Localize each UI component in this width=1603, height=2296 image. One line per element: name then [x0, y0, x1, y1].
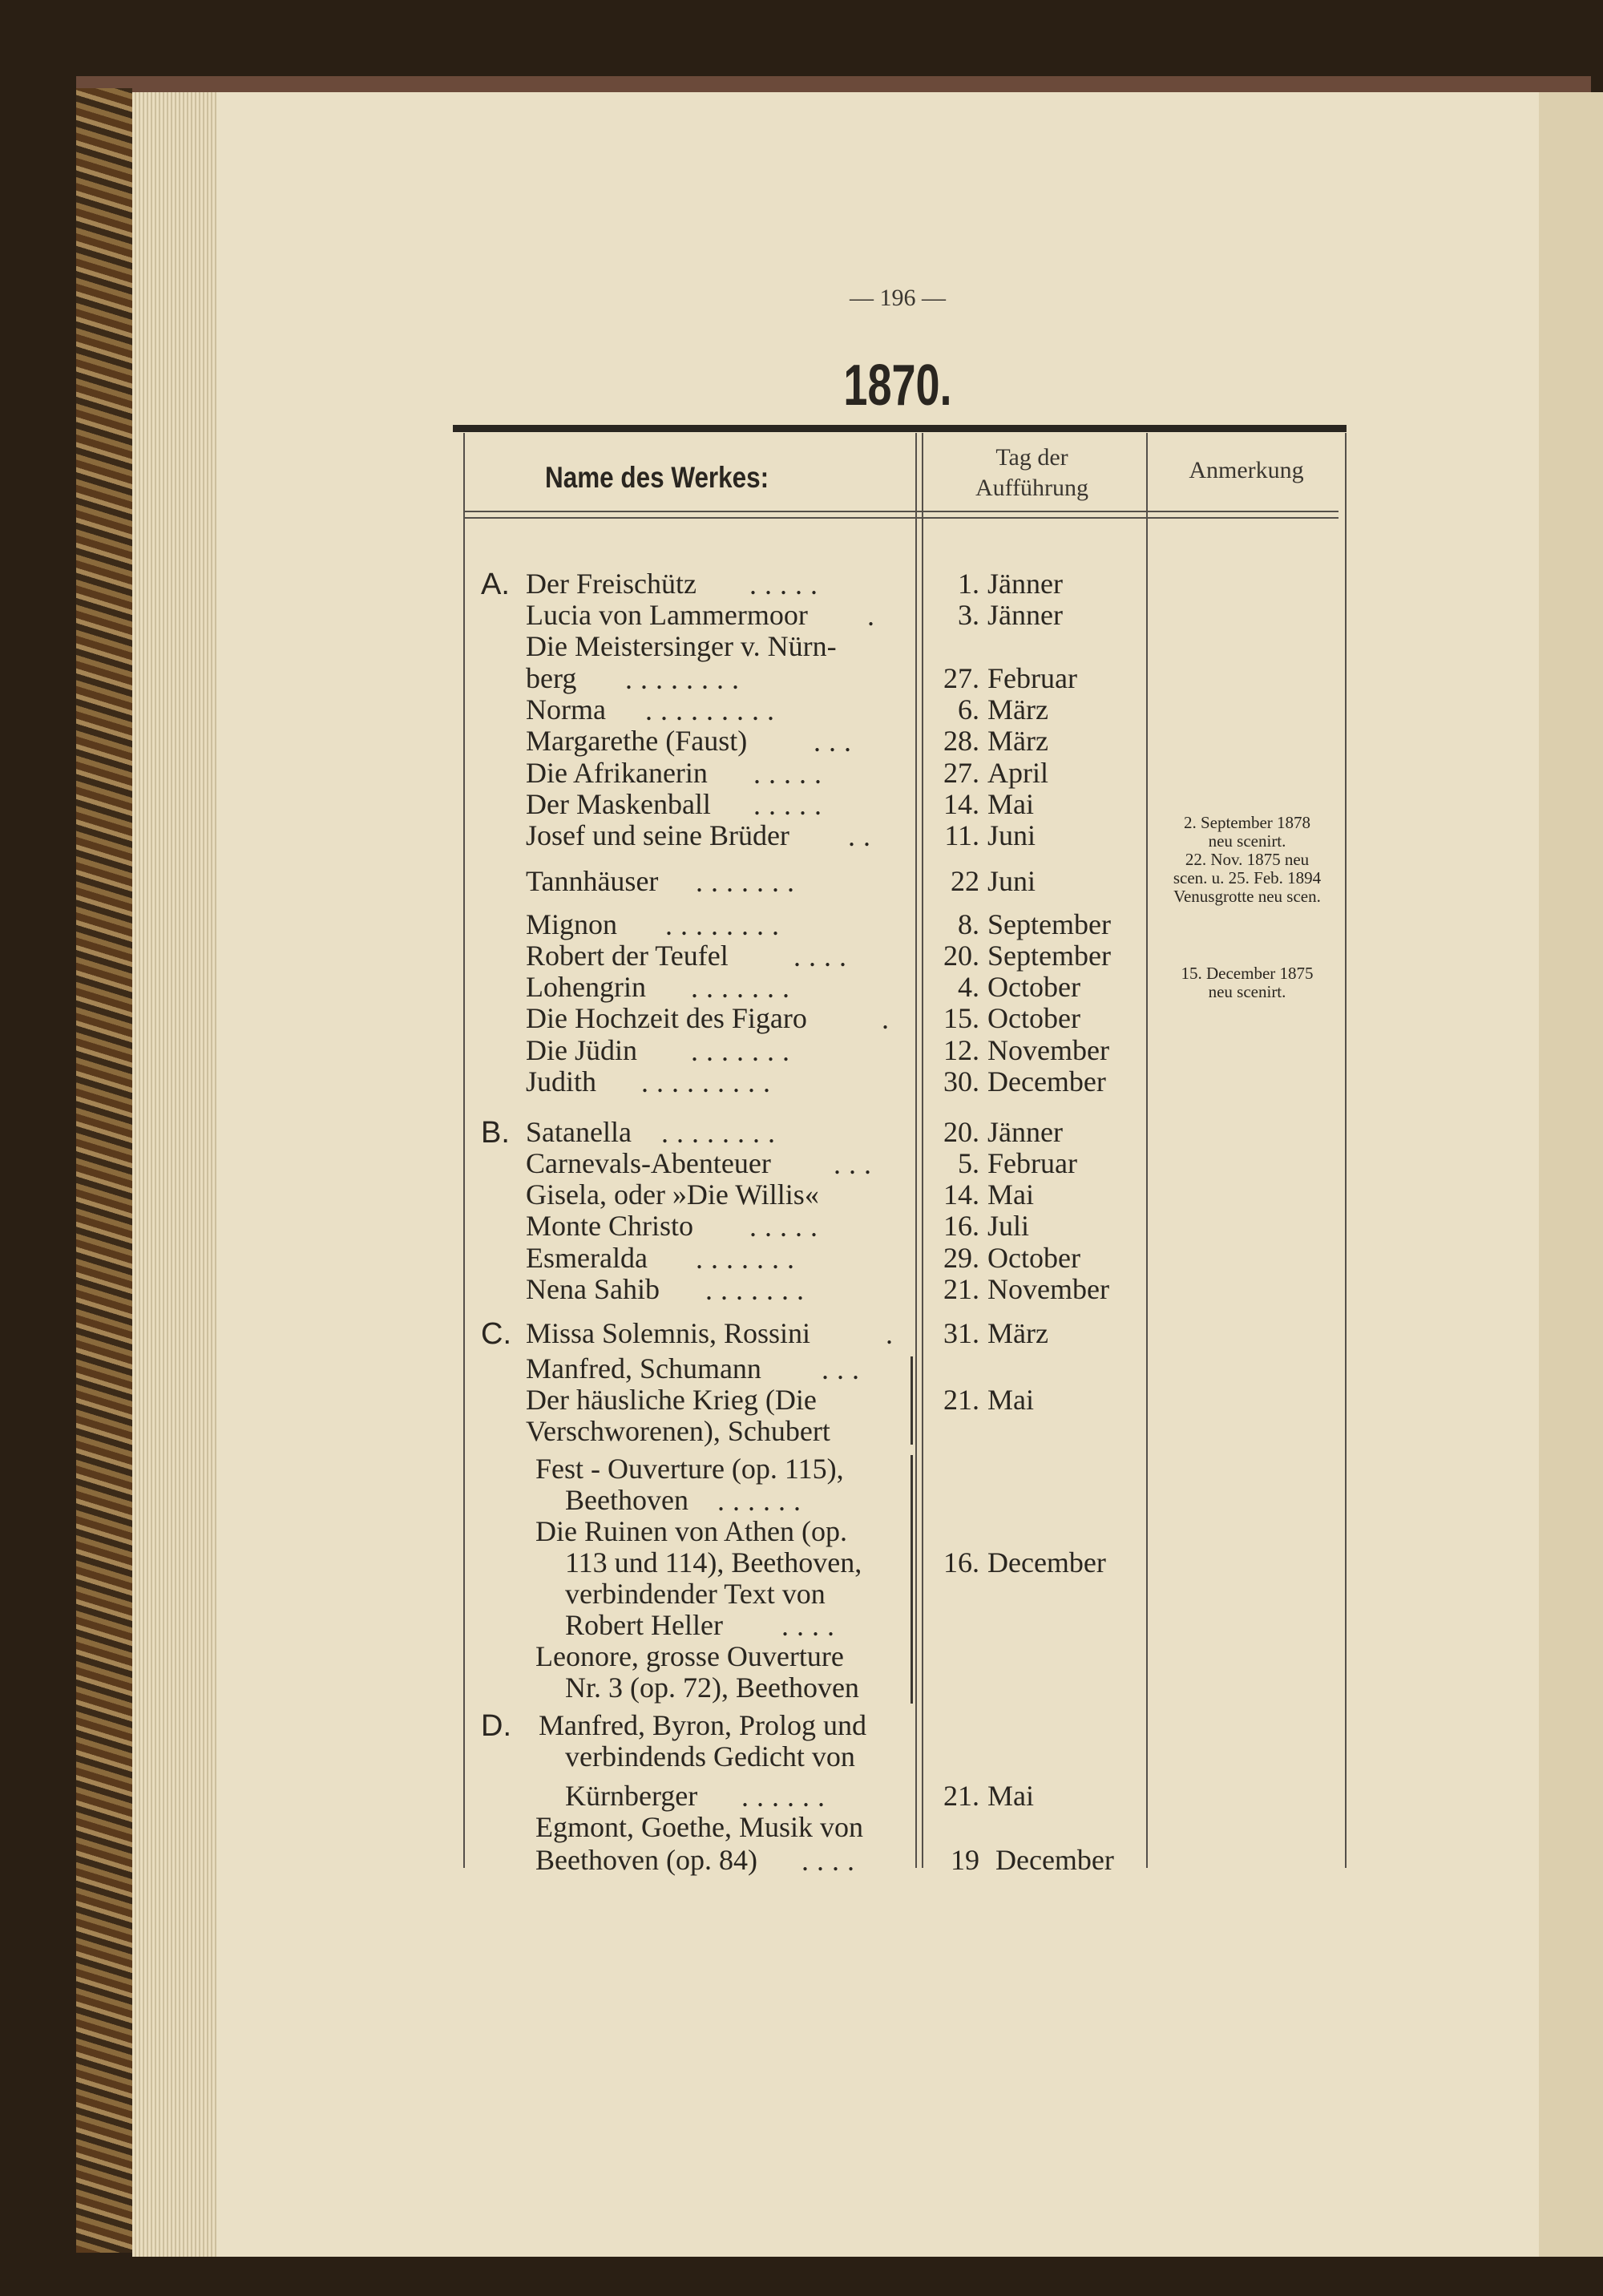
month: Jänner	[987, 1116, 1063, 1148]
month: Mai	[987, 1780, 1034, 1812]
month: October	[987, 1242, 1080, 1274]
remark-note	[1148, 814, 1347, 906]
day: 14.	[943, 788, 979, 820]
remark-note	[1148, 964, 1347, 1001]
month: September	[987, 940, 1111, 972]
day: 22	[951, 865, 979, 897]
month: Juli	[987, 1210, 1030, 1242]
month: Februar	[987, 1147, 1077, 1179]
column-divider	[1345, 433, 1347, 1868]
day: 20.	[943, 1116, 979, 1148]
column-divider	[463, 433, 465, 1868]
page-title: 1870.	[843, 354, 952, 418]
leader-dots: ......	[741, 1781, 833, 1813]
work-name: Judith	[526, 1065, 597, 1097]
header-date-line2: Aufführung	[975, 475, 1089, 501]
remark-line: scen. u. 25. Feb. 1894	[1173, 868, 1322, 887]
header-rule	[465, 511, 1339, 512]
work-name: Monte Christo	[526, 1210, 694, 1242]
work-name: berg	[526, 662, 577, 694]
month: März	[987, 1317, 1048, 1349]
month: April	[987, 757, 1048, 789]
work-name: Missa Solemnis, Rossini	[526, 1317, 811, 1349]
day: 31.	[943, 1317, 979, 1349]
page-edges	[132, 92, 220, 2257]
work-name: verbindender Text von	[565, 1578, 826, 1610]
work-name: Nena Sahib	[526, 1273, 660, 1305]
work-name: Lucia von Lammermoor	[526, 599, 808, 631]
section-label: A.	[481, 568, 510, 601]
work-name: Lohengrin	[526, 971, 646, 1003]
remark-line: 22. Nov. 1875 neu	[1185, 850, 1310, 869]
work-name: Die Ruinen von Athen (op.	[535, 1515, 847, 1547]
leader-dots: ....	[781, 1610, 842, 1642]
day: 12.	[943, 1034, 979, 1066]
work-name: Fest - Ouverture (op. 115),	[535, 1453, 844, 1485]
day: 27.	[943, 757, 979, 789]
grouping-brace	[911, 1455, 913, 1704]
day: 11.	[944, 819, 979, 851]
work-name: Robert der Teufel	[526, 940, 729, 972]
month: October	[987, 971, 1080, 1003]
leader-dots: ........	[625, 663, 747, 695]
month: November	[987, 1034, 1109, 1066]
leader-dots: ...	[834, 1148, 879, 1180]
header-date-line1: Tag der	[995, 444, 1068, 471]
month: December	[987, 1065, 1106, 1097]
leader-dots: ...	[822, 1353, 867, 1385]
work-name: Norma	[526, 693, 606, 726]
section-label: B.	[481, 1116, 510, 1150]
header-remark: Anmerkung	[1189, 457, 1304, 483]
remark-line: 2. September 1878	[1183, 813, 1311, 832]
work-name: Satanella	[526, 1116, 632, 1148]
work-name: Nr. 3 (op. 72), Beethoven	[565, 1671, 859, 1704]
leader-dots: ....	[802, 1845, 862, 1877]
month: Februar	[987, 662, 1077, 694]
day: 8.	[958, 908, 979, 940]
work-name: Der Freischütz	[526, 568, 697, 600]
grouping-brace	[911, 1356, 913, 1445]
header-name: Name des Werkes:	[545, 461, 769, 494]
month: Jänner	[987, 599, 1063, 631]
leader-dots: .....	[753, 758, 830, 790]
day: 21.	[943, 1384, 979, 1416]
month: März	[987, 725, 1048, 757]
month: Mai	[987, 1384, 1034, 1416]
leader-dots: .	[867, 600, 882, 632]
month: Mai	[987, 1178, 1034, 1211]
month: October	[987, 1002, 1080, 1034]
day: 6.	[958, 693, 979, 726]
leader-dots: .........	[645, 694, 782, 726]
day: 21.	[943, 1780, 979, 1812]
work-name: Margarethe (Faust)	[526, 725, 748, 757]
work-name: Verschworenen), Schubert	[526, 1415, 830, 1447]
leader-dots: ........	[665, 909, 787, 941]
header-rule	[465, 517, 1339, 519]
leader-dots: ......	[717, 1485, 809, 1517]
day: 1.	[958, 568, 979, 600]
day: 21.	[943, 1273, 979, 1305]
work-name: Gisela, oder »Die Willis«	[526, 1178, 819, 1211]
work-name: Robert Heller	[565, 1609, 723, 1641]
month: December	[995, 1844, 1114, 1876]
remark-line: neu scenirt.	[1208, 831, 1286, 851]
header-date	[922, 443, 1142, 503]
day: 3.	[958, 599, 979, 631]
leader-dots: .......	[696, 1243, 802, 1275]
leader-dots: ...	[814, 726, 859, 758]
leader-dots: ..	[848, 820, 878, 852]
day: 19	[951, 1844, 979, 1876]
column-divider	[1146, 433, 1148, 1868]
leader-dots: .........	[641, 1066, 778, 1098]
month: November	[987, 1273, 1109, 1305]
work-name: verbindends Gedicht von	[565, 1740, 855, 1773]
remark-line: neu scenirt.	[1208, 982, 1286, 1001]
column-divider	[915, 433, 917, 1868]
month: März	[987, 693, 1048, 726]
leader-dots: ........	[661, 1117, 783, 1149]
leader-dots: .....	[753, 789, 830, 821]
work-name: Die Afrikanerin	[526, 757, 708, 789]
work-name: Die Jüdin	[526, 1034, 637, 1066]
day: 27.	[943, 662, 979, 694]
work-name: Die Hochzeit des Figaro	[526, 1002, 807, 1034]
leader-dots: .	[882, 1003, 897, 1035]
leader-dots: .......	[696, 866, 802, 898]
day: 16.	[943, 1546, 979, 1578]
month: Jänner	[987, 568, 1063, 600]
work-name: Der Maskenball	[526, 788, 711, 820]
work-name: Der häusliche Krieg (Die	[526, 1384, 817, 1416]
remark-line: Venusgrotte neu scen.	[1173, 887, 1321, 906]
work-name: Egmont, Goethe, Musik von	[535, 1811, 863, 1843]
day: 5.	[958, 1147, 979, 1179]
work-name: Mignon	[526, 908, 618, 940]
month: September	[987, 908, 1111, 940]
month: Mai	[987, 788, 1034, 820]
page-number: — 196 —	[850, 285, 946, 311]
work-name: Beethoven	[565, 1484, 688, 1516]
leader-dots: ....	[793, 940, 854, 972]
day: 4.	[958, 971, 979, 1003]
leader-dots: .......	[705, 1274, 812, 1306]
table-top-rule	[453, 425, 1347, 432]
facing-page-edge	[1539, 92, 1603, 2257]
work-name: Die Meistersinger v. Nürn-	[526, 630, 837, 662]
work-name: Kürnberger	[565, 1780, 698, 1812]
leader-dots: .	[886, 1318, 901, 1350]
day: 14.	[943, 1178, 979, 1211]
work-name: 113 und 114), Beethoven,	[565, 1546, 862, 1578]
month: December	[987, 1546, 1106, 1578]
day: 30.	[943, 1065, 979, 1097]
work-name: Manfred, Schumann	[526, 1352, 761, 1384]
leader-dots: .......	[691, 972, 797, 1004]
day: 15.	[943, 1002, 979, 1034]
leader-dots: .....	[749, 1211, 826, 1243]
month: Juni	[987, 819, 1036, 851]
work-name: Josef und seine Brüder	[526, 819, 789, 851]
section-label: C.	[481, 1317, 511, 1351]
work-name: Esmeralda	[526, 1242, 648, 1274]
leader-dots: .......	[691, 1035, 797, 1067]
column-divider	[922, 433, 923, 1868]
day: 20.	[943, 940, 979, 972]
day: 16.	[943, 1210, 979, 1242]
work-name: Tannhäuser	[526, 865, 659, 897]
marbled-cover	[76, 88, 132, 2253]
work-name: Leonore, grosse Ouverture	[535, 1640, 844, 1672]
section-label: D.	[481, 1709, 511, 1743]
day: 29.	[943, 1242, 979, 1274]
month: Juni	[987, 865, 1036, 897]
work-name: Manfred, Byron, Prolog und	[539, 1709, 866, 1741]
work-name: Beethoven (op. 84)	[535, 1844, 757, 1876]
day: 28.	[943, 725, 979, 757]
remark-line: 15. December 1875	[1181, 964, 1314, 983]
work-name: Carnevals-Abenteuer	[526, 1147, 771, 1179]
leader-dots: .....	[749, 568, 826, 600]
